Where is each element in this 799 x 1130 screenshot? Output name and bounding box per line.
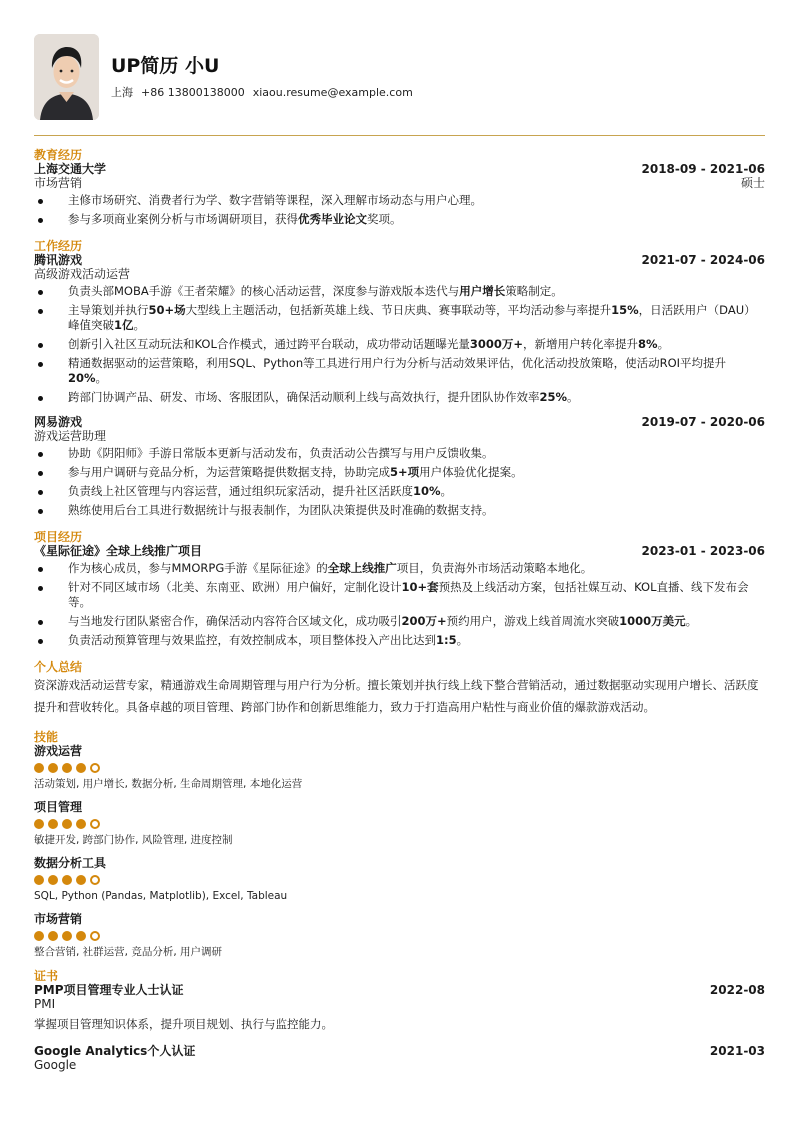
bullet-item: 精通数据驱动的运营策略，利用SQL、Python等工具进行用户行为分析与活动效果评估，优化活动投放策略，使活动ROI平均提升20%。 (34, 356, 765, 386)
rating-dot-filled (34, 931, 44, 941)
skill-rating (34, 875, 765, 885)
bullet-item: 作为核心成员，参与MMORPG手游《星际征途》的全球上线推广项目，负责海外市场活动策略本地化。 (34, 561, 765, 576)
entry-date: 2022-08 (709, 983, 765, 997)
entry-date: 2023-01 - 2023-06 (641, 544, 765, 558)
bullet-item: 参与多项商业案例分析与市场调研项目，获得优秀毕业论文奖项。 (34, 212, 765, 227)
skills-list (34, 744, 765, 959)
section-title: 技能 (34, 730, 59, 744)
bullet-list (34, 284, 765, 405)
skills-section (34, 730, 765, 959)
bullet-item: 协助《阴阳师》手游日常版本更新与活动发布，负责活动公告撰写与用户反馈收集。 (34, 446, 765, 461)
certificate-issuer: Google (34, 1058, 77, 1072)
bullet-item: 负责头部MOBA手游《王者荣耀》的核心活动运营，深度参与游戏版本迭代与用户增长策略制定。 (34, 284, 765, 299)
work-entry (34, 415, 765, 518)
major: 市场营销 (34, 176, 83, 190)
section-title: 证书 (34, 969, 59, 983)
bullet-item: 参与用户调研与竞品分析，为运营策略提供数据支持，协助完成5+项用户体验优化提案。 (34, 465, 765, 480)
rating-dot-filled (48, 875, 58, 885)
rating-dot-filled (76, 763, 86, 773)
school-name: 上海交通大学 (34, 162, 107, 176)
bullet-item: 负责线上社区管理与内容运营，通过组织玩家活动，提升社区活跃度10%。 (34, 484, 765, 499)
rating-dot-filled (62, 931, 72, 941)
certificate-name: Google Analytics个人认证 (34, 1044, 196, 1058)
entry-date: 2019-07 - 2020-06 (641, 415, 765, 429)
rating-dot-filled (48, 763, 58, 773)
rating-dot-filled (76, 819, 86, 829)
skill-name: 数据分析工具 (34, 856, 107, 870)
skill-item (34, 744, 765, 791)
rating-dot-filled (62, 875, 72, 885)
work-entry (34, 253, 765, 405)
skill-rating (34, 931, 765, 941)
rating-dot-filled (76, 875, 86, 885)
job-title: 高级游戏活动运营 (34, 267, 131, 281)
skill-item (34, 800, 765, 847)
bullet-item: 主修市场研究、消费者行为学、数字营销等课程，深入理解市场动态与用户心理。 (34, 193, 765, 208)
certificate-description: 掌握项目管理知识体系，提升项目规划、执行与监控能力。 (34, 1017, 333, 1031)
skill-keywords: 整合营销, 社群运营, 竞品分析, 用户调研 (34, 946, 223, 958)
section-title: 工作经历 (34, 239, 83, 253)
rating-dot-filled (34, 763, 44, 773)
phone: +86 13800138000 (141, 86, 245, 99)
education-entry (34, 162, 765, 227)
candidate-name: UP简历 小U (111, 55, 220, 77)
entry-date: 2018-09 - 2021-06 (641, 162, 765, 176)
rating-dot-filled (62, 819, 72, 829)
summary-section (34, 660, 765, 718)
project-name: 《星际征途》全球上线推广项目 (34, 544, 203, 558)
skill-rating (34, 763, 765, 773)
bullet-item: 创新引入社区互动玩法和KOL合作模式，通过跨平台联动，成功带动话题曝光量3000万+，新增用户转化率提升8%。 (34, 337, 765, 352)
rating-dot-filled (48, 819, 58, 829)
avatar (34, 34, 99, 120)
rating-dot-empty (90, 763, 100, 773)
location: 上海 (111, 86, 133, 99)
rating-dot-empty (90, 931, 100, 941)
bullet-list (34, 446, 765, 518)
resume-header (34, 0, 765, 136)
certificate-entry (34, 983, 765, 1032)
company-name: 网易游戏 (34, 415, 83, 429)
bullet-item: 与当地发行团队紧密合作，确保活动内容符合区域文化，成功吸引200万+预约用户，游戏上线首周流水突破1000万美元。 (34, 614, 765, 629)
skill-keywords: 敏捷开发, 跨部门协作, 风险管理, 进度控制 (34, 834, 233, 846)
rating-dot-empty (90, 875, 100, 885)
skill-name: 项目管理 (34, 800, 83, 814)
avatar-photo-icon (34, 34, 99, 120)
bullet-list (34, 561, 765, 648)
bullet-list (34, 193, 765, 227)
resume-page (34, 0, 765, 1072)
entry-date: 2021-03 (709, 1044, 765, 1058)
rating-dot-filled (34, 875, 44, 885)
section-title: 项目经历 (34, 530, 83, 544)
education-section (34, 148, 765, 227)
contact-line (111, 86, 413, 101)
email[interactable]: xiaou.resume@example.com (252, 86, 413, 99)
skill-keywords: 活动策划, 用户增长, 数据分析, 生命周期管理, 本地化运营 (34, 778, 303, 790)
bullet-item: 主导策划并执行50+场大型线上主题活动，包括新英雄上线、节日庆典、赛事联动等，平均活动参与率提升15%，日活跃用户（DAU）峰值突破1亿。 (34, 303, 765, 333)
rating-dot-filled (76, 931, 86, 941)
degree: 硕士 (740, 176, 765, 190)
entry-date: 2021-07 - 2024-06 (641, 253, 765, 267)
rating-dot-filled (34, 819, 44, 829)
skill-name: 市场营销 (34, 912, 83, 926)
company-name: 腾讯游戏 (34, 253, 83, 267)
project-entry (34, 544, 765, 648)
skill-name: 游戏运营 (34, 744, 83, 758)
summary-text: 资深游戏活动运营专家，精通游戏生命周期管理与用户行为分析。擅长策划并执行线上线下整合营销活动，通过数据驱动实现用户增长、活跃度提升和营收转化。具备卓越的项目管理、跨部门协作和创新思维能力，致力于打造高用户粘性与商业价值的爆款游戏活动。 (34, 678, 759, 714)
certificates-section (34, 969, 765, 1072)
rating-dot-filled (62, 763, 72, 773)
skill-item (34, 856, 765, 903)
bullet-item: 跨部门协调产品、研发、市场、客服团队，确保活动顺利上线与高效执行，提升团队协作效率25%。 (34, 390, 765, 405)
bullet-item: 针对不同区域市场（北美、东南亚、欧洲）用户偏好，定制化设计10+套预热及上线活动方案，包括社媒互动、KOL直播、线下发布会等。 (34, 580, 765, 610)
rating-dot-filled (48, 931, 58, 941)
bullet-item: 负责活动预算管理与效果监控，有效控制成本，项目整体投入产出比达到1:5。 (34, 633, 765, 648)
rating-dot-empty (90, 819, 100, 829)
work-section (34, 239, 765, 518)
job-title: 游戏运营助理 (34, 429, 107, 443)
section-title: 教育经历 (34, 148, 83, 162)
skill-item (34, 912, 765, 959)
bullet-item: 熟练使用后台工具进行数据统计与报表制作，为团队决策提供及时准确的数据支持。 (34, 503, 765, 518)
certificate-name: PMP项目管理专业人士认证 (34, 983, 184, 997)
projects-section (34, 530, 765, 648)
certificate-issuer: PMI (34, 997, 56, 1011)
skill-keywords: SQL, Python (Pandas, Matplotlib), Excel, Tableau (34, 890, 288, 902)
section-title: 个人总结 (34, 660, 83, 674)
skill-rating (34, 819, 765, 829)
certificate-entry (34, 1044, 765, 1072)
